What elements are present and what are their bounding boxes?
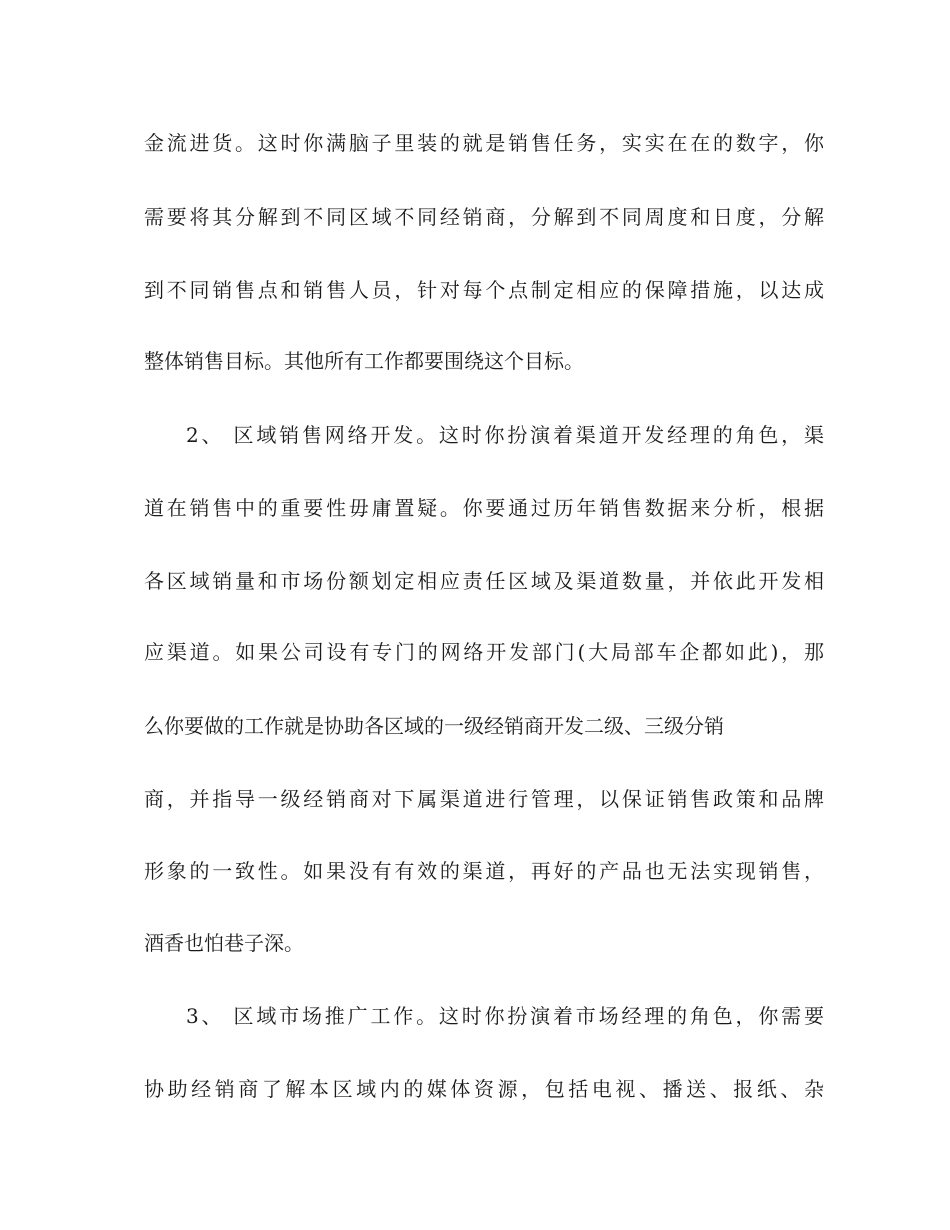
text-line-13: 3、 区域市场推广工作。这时你扮演着市场经理的角色，你需要: [186, 1004, 824, 1028]
text-line-8: 应渠道。如果公司设有专门的网络开发部门(大局部车企都如此)，那: [144, 640, 824, 664]
text-line-10: 商，并指导一级经销商对下属渠道进行管理，以保证销售政策和品牌: [144, 787, 824, 811]
text-line-1: 金流进货。这时你满脑子里装的就是销售任务，实实在在的数字，你: [144, 131, 824, 155]
text-line-7: 各区域销量和市场份额划定相应责任区域及渠道数量，并依此开发相: [144, 569, 824, 593]
text-line-11: 形象的一致性。如果没有有效的渠道，再好的产品也无法实现销售，: [144, 859, 824, 883]
text-line-2: 需要将其分解到不同区域不同经销商，分解到不同周度和日度，分解: [144, 205, 824, 229]
text-line-9: 么你要做的工作就是协助各区域的一级经销商开发二级、三级分销: [144, 714, 724, 738]
text-line-5: 2、 区域销售网络开发。这时你扮演着渠道开发经理的角色，渠: [186, 423, 824, 447]
text-line-3: 到不同销售点和销售人员，针对每个点制定相应的保障措施，以达成: [144, 278, 824, 302]
text-line-14: 协助经销商了解本区域内的媒体资源，包括电视、播送、报纸、杂: [144, 1077, 824, 1101]
text-line-6: 道在销售中的重要性毋庸置疑。你要通过历年销售数据来分析，根据: [144, 496, 824, 520]
text-line-4: 整体销售目标。其他所有工作都要围绕这个目标。: [144, 349, 584, 373]
text-line-12: 酒香也怕巷子深。: [144, 931, 304, 955]
